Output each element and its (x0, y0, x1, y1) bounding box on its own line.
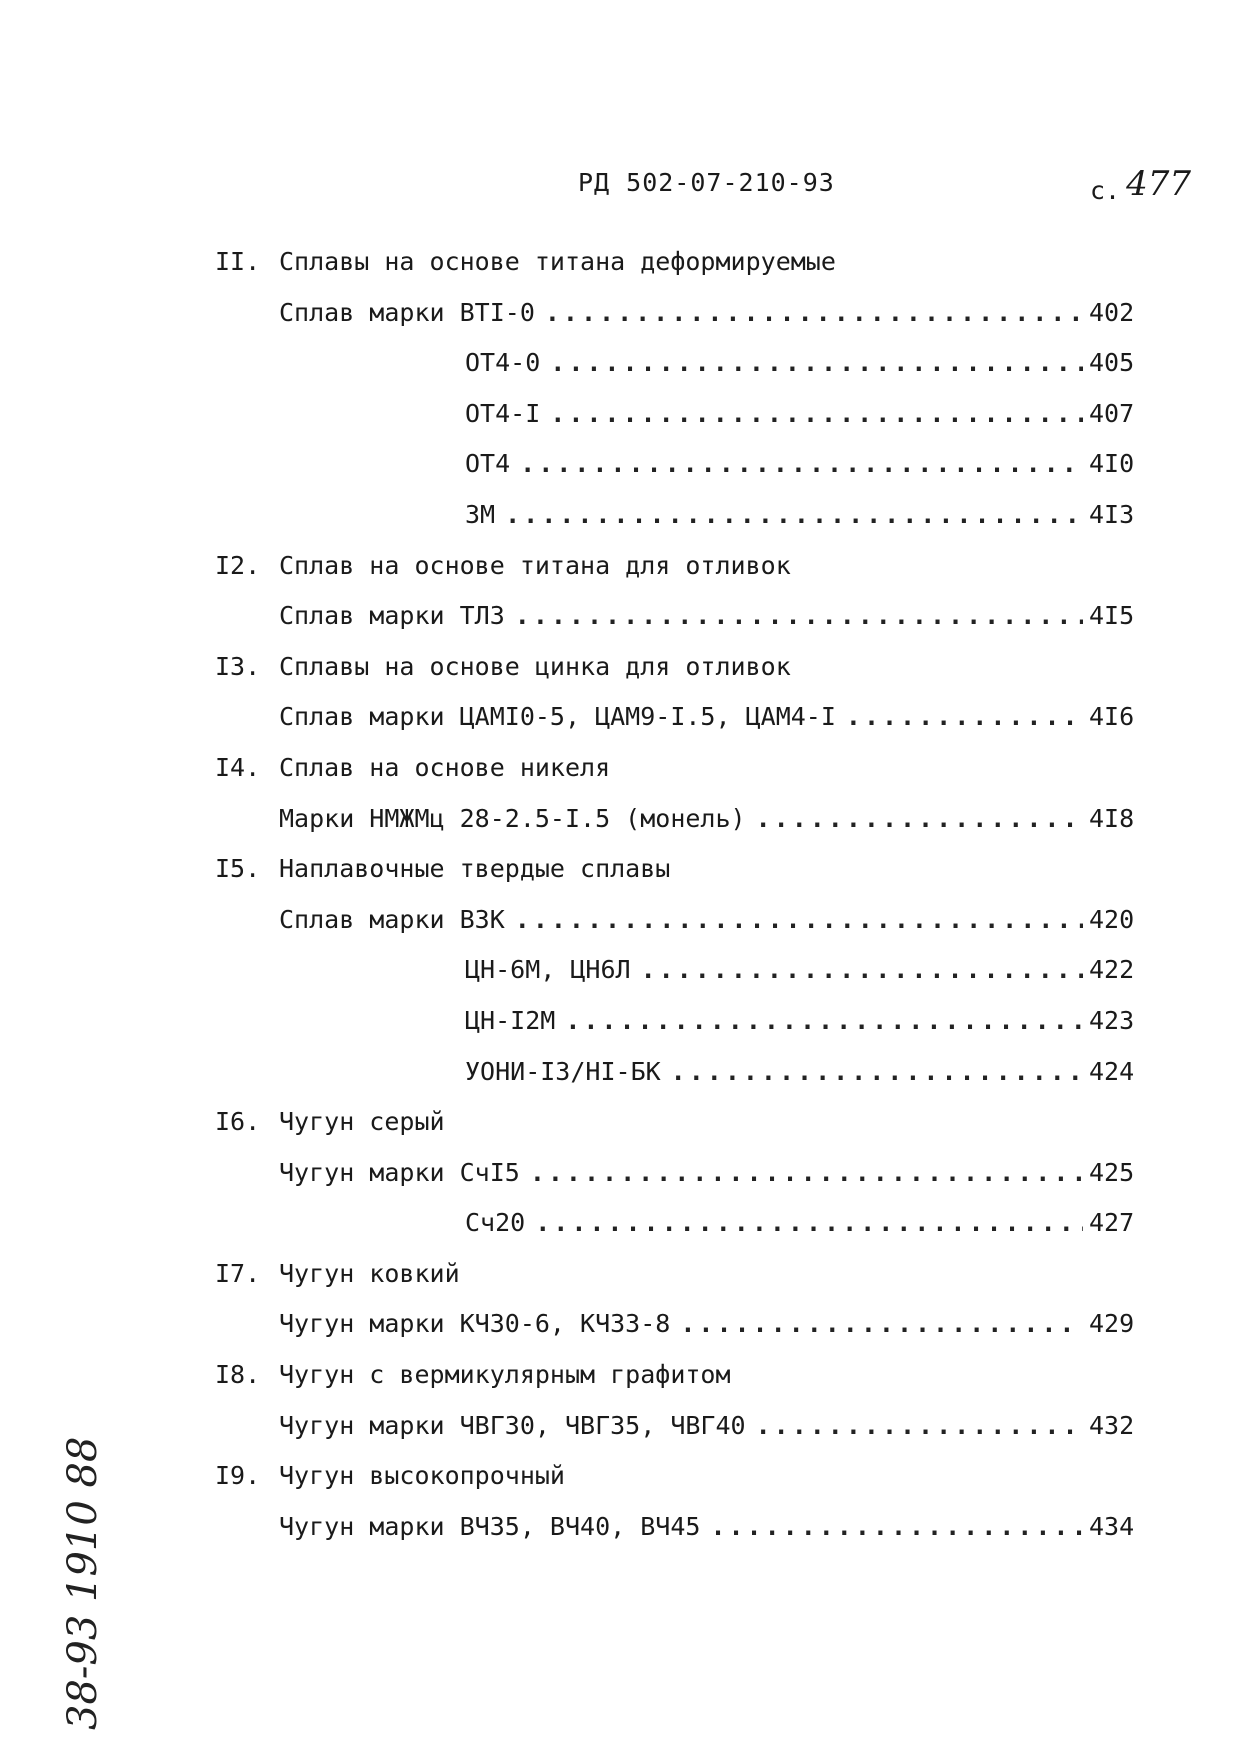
section-number: II. (215, 247, 261, 276)
page-number (1090, 164, 1192, 208)
section-title: Сплав на основе никеля (279, 752, 611, 782)
toc-entry (215, 1056, 1145, 1107)
toc-entry-page: 422 (1089, 955, 1135, 985)
toc-entry-page: 429 (1089, 1309, 1135, 1339)
toc-entry-label: Чугун марки ВЧ35, ВЧ40, ВЧ45 (279, 1511, 701, 1541)
toc-entry-page: 420 (1089, 904, 1135, 934)
toc-entry-line (465, 499, 1145, 531)
toc-entry (215, 600, 1145, 651)
toc-entry (215, 1005, 1145, 1056)
toc-entry-label: Чугун марки КЧ30-6, КЧ33-8 (279, 1309, 671, 1339)
toc-entry-label: Марки НМЖМц 28-2.5-I.5 (монель) (279, 803, 746, 833)
toc-section-heading (215, 1460, 1145, 1511)
dot-leader (846, 701, 1083, 733)
toc-entry (215, 1308, 1145, 1359)
section-number: I2. (215, 550, 261, 580)
toc-entry (215, 954, 1145, 1005)
toc-entry (215, 1511, 1145, 1562)
toc-entry (215, 499, 1145, 550)
toc-entry-label: ОТ4-I (465, 398, 541, 428)
section-number: I8. (215, 1360, 261, 1390)
toc-entry-label: ОТ4-0 (465, 348, 541, 378)
handwritten-page-number: 477 (1126, 164, 1192, 204)
toc-entry (215, 297, 1145, 348)
toc-entry-line (465, 398, 1145, 430)
toc-entry-page: 4I5 (1089, 601, 1135, 631)
dot-leader (641, 954, 1083, 986)
toc-section-heading (215, 651, 1145, 702)
toc-entry-line (465, 347, 1145, 379)
margin-note-text: 38-93 1910 88 (60, 1436, 106, 1730)
dot-leader (565, 1005, 1083, 1037)
section-number: I6. (215, 1107, 261, 1137)
table-of-contents (215, 246, 1145, 1561)
toc-entry-line (279, 701, 1145, 733)
toc-entry-page: 402 (1089, 297, 1135, 327)
toc-entry-label: Сплав марки В3К (279, 904, 505, 934)
page-prefix: с. (1090, 176, 1121, 205)
dot-leader (671, 1056, 1083, 1088)
dot-leader (550, 347, 1083, 379)
toc-entry-line (279, 1308, 1145, 1340)
dot-leader (756, 803, 1083, 835)
section-number: I3. (215, 651, 261, 681)
section-number: I7. (215, 1258, 261, 1288)
toc-entry-page: 405 (1089, 348, 1135, 378)
toc-entry-page: 423 (1089, 1005, 1135, 1035)
toc-entry (215, 1157, 1145, 1208)
toc-entry-page: 424 (1089, 1056, 1135, 1086)
toc-entry-label: Сплав марки ВТI-0 (279, 297, 535, 327)
toc-entry-label: Чугун марки ЧВГ30, ЧВГ35, ЧВГ40 (279, 1410, 746, 1440)
section-title: Чугун с вермикулярным графитом (279, 1360, 731, 1390)
dot-leader (680, 1308, 1083, 1340)
toc-entry-label: ЦН-6М, ЦН6Л (465, 955, 631, 985)
toc-entry-page: 4I8 (1089, 803, 1135, 833)
dot-leader (710, 1511, 1083, 1543)
dot-leader (756, 1410, 1083, 1442)
toc-entry-page: 4I6 (1089, 702, 1135, 732)
toc-entry-page: 434 (1089, 1511, 1135, 1541)
toc-section-heading (215, 246, 1145, 297)
page-header (0, 164, 1249, 208)
dot-leader (520, 448, 1083, 480)
toc-entry-label: Сплав марки ЦАМI0-5, ЦАМ9-I.5, ЦАМ4-I (279, 702, 836, 732)
toc-entry-line (465, 1056, 1145, 1088)
toc-entry (215, 701, 1145, 752)
toc-entry-page: 4I3 (1089, 499, 1135, 529)
toc-entry-line (279, 297, 1145, 329)
dot-leader (550, 398, 1083, 430)
toc-entry-page: 407 (1089, 398, 1135, 428)
section-title: Чугун ковкий (279, 1258, 460, 1288)
section-title: Чугун серый (279, 1107, 445, 1137)
toc-entry (215, 1410, 1145, 1461)
toc-entry-line (465, 1207, 1145, 1239)
section-title: Наплавочные твердые сплавы (279, 854, 671, 884)
toc-section-heading (215, 853, 1145, 904)
toc-entry (215, 448, 1145, 499)
dot-leader (530, 1157, 1083, 1189)
toc-entry (215, 347, 1145, 398)
toc-entry (215, 398, 1145, 449)
dot-leader (545, 297, 1083, 329)
toc-entry-page: 4I0 (1089, 449, 1135, 479)
section-title: Сплавы на основе цинка для отливок (279, 651, 791, 681)
toc-entry-label: Сч20 (465, 1208, 526, 1238)
dot-leader (515, 904, 1083, 936)
toc-entry-line (279, 803, 1145, 835)
toc-entry-label: Сплав марки ТЛ3 (279, 601, 505, 631)
toc-entry-line (279, 904, 1145, 936)
dot-leader (515, 600, 1083, 632)
toc-entry-label: УОНИ-I3/НI-БК (465, 1056, 661, 1086)
toc-entry (215, 1207, 1145, 1258)
toc-section-heading (215, 1106, 1145, 1157)
toc-section-heading (215, 550, 1145, 601)
section-number: I4. (215, 752, 261, 782)
section-title: Сплав на основе титана для отливок (279, 550, 791, 580)
toc-entry-line (465, 954, 1145, 986)
toc-entry-line (465, 448, 1145, 480)
toc-entry (215, 803, 1145, 854)
handwritten-margin-note (40, 1410, 106, 1740)
dot-leader (505, 499, 1083, 531)
dot-leader (535, 1207, 1083, 1239)
toc-entry-line (279, 600, 1145, 632)
toc-entry-label: ЦН-I2М (465, 1005, 556, 1035)
section-number: I5. (215, 854, 261, 884)
toc-entry-page: 425 (1089, 1157, 1135, 1187)
section-number: I9. (215, 1461, 261, 1491)
toc-entry (215, 904, 1145, 955)
toc-entry-label: 3М (465, 499, 496, 529)
section-title: Чугун высокопрочный (279, 1461, 565, 1491)
toc-entry-page: 427 (1089, 1208, 1135, 1238)
toc-entry-page: 432 (1089, 1410, 1135, 1440)
section-title: Сплавы на основе титана деформируемые (279, 247, 836, 276)
toc-entry-line (279, 1511, 1145, 1543)
toc-entry-line (465, 1005, 1145, 1037)
toc-entry-line (279, 1410, 1145, 1442)
toc-entry-line (279, 1157, 1145, 1189)
toc-section-heading (215, 1359, 1145, 1410)
document-code: РД 502-07-210-93 (578, 168, 835, 197)
toc-entry-label: ОТ4 (465, 449, 511, 479)
toc-section-heading (215, 752, 1145, 803)
toc-section-heading (215, 1258, 1145, 1309)
toc-entry-label: Чугун марки СчI5 (279, 1157, 520, 1187)
